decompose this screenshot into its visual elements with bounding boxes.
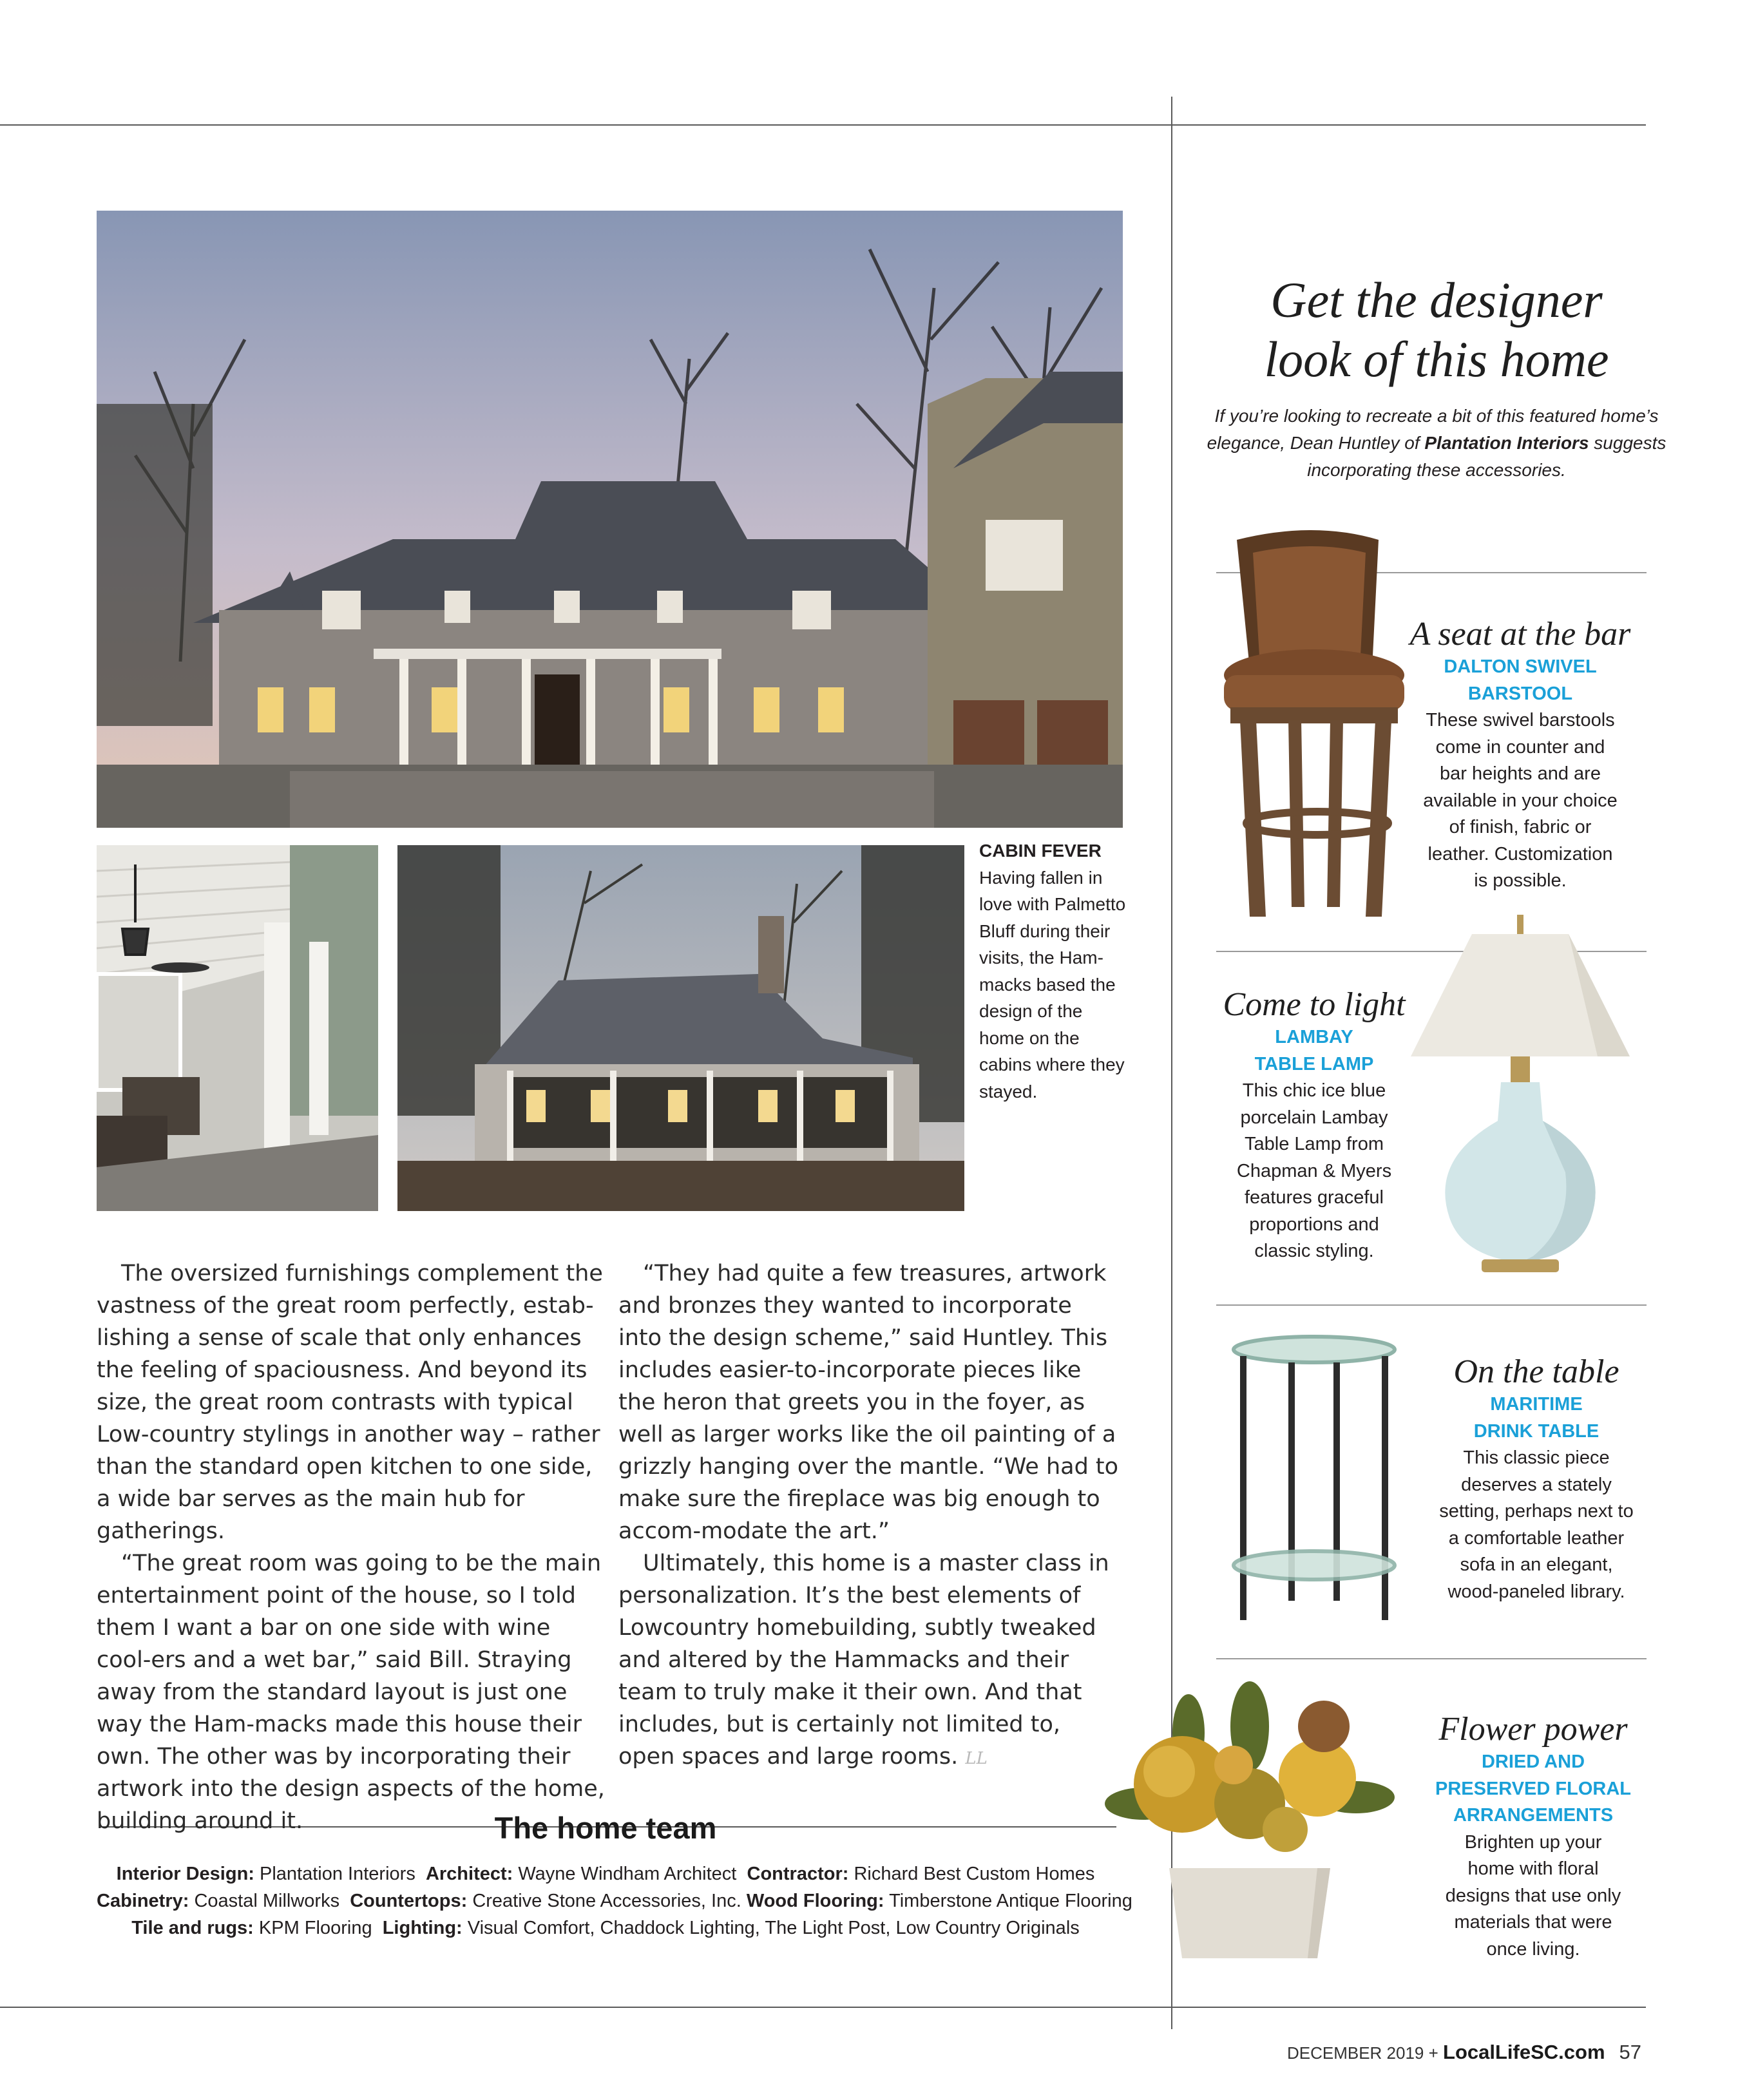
team-label: Tile and rugs: [131,1918,254,1938]
team-label: Interior Design: [116,1864,254,1884]
team-label: Countertops: [350,1891,468,1911]
drink-table-image [1221,1330,1408,1633]
team-label: Architect: [425,1864,513,1884]
team-value: KPM Flooring [258,1918,372,1938]
page-footer [1287,2041,1641,2064]
porch-photo [97,845,378,1211]
home-team-title: The home team [494,1811,717,1845]
footer-issue: DECEMBER 2019 + [1286,2043,1444,2063]
sidebar-intro [1195,403,1678,484]
signoff-mark: LL [965,1749,988,1768]
team-line-3 [97,1914,1114,1942]
product-description: This classic piece deserves a stately setting, perhaps next to a comfortable leather sofa in an elegant, wood-paneled library. [1439,1447,1634,1602]
team-value: Visual Comfort, Chaddock Lighting, The Light Post, Low Country Originals [467,1918,1080,1938]
house-front-photo [97,211,1123,828]
product-name: MARITIME DRINK TABLE [1473,1394,1600,1442]
team-value: Creative Stone Accessories, Inc. [472,1891,741,1911]
article-column-right [618,1257,1121,1775]
caption-text: Having fallen in love with Palmetto Bluff during their visits, the Ham-macks based the design of the home on the cabins where they stayed. [979,867,1126,1102]
product-name: LAMBAY TABLE LAMP [1254,1027,1374,1074]
bottom-rule [0,2007,1646,2008]
sidebar-intro-text: If you’re looking to recreate a bit of this featured home’s elegance, Dean Huntley of [1207,406,1659,453]
article-paragraph: “The great room was going to be the main entertainment point of the house, so I told them I want a bar on one side with wine cool-ers and a wet bar,” said Bill. Straying away from the standard layout is just one way the Ham-macks made this house their own. The other was by incorporating their artwork into the design aspects of the home, building around it. [97,1551,605,1834]
product-heading: On the table [1453,1353,1619,1390]
product-heading: A seat at the bar [1409,616,1631,653]
footer-site: LocalLifeSC.com [1443,2041,1605,2063]
caption-title: CABIN FEVER [979,841,1102,861]
sidebar-title-line: look of this home [1264,331,1609,387]
page-number: 57 [1619,2041,1641,2063]
product-lamp [1211,986,1417,1265]
team-value: Coastal Millworks [194,1891,340,1911]
product-description: This chic ice blue porcelain Lambay Table Lamp from Chapman & Myers features graceful proportions and classic styling. [1236,1080,1392,1261]
team-value: Wayne Windham Architect [518,1864,737,1884]
table-lamp-image [1404,915,1636,1275]
article-column-left [97,1257,606,1837]
product-name: DALTON SWIVEL BARSTOOL [1444,656,1597,704]
sidebar-title [1198,271,1675,389]
team-label: Cabinetry: [97,1891,189,1911]
floral-arrangement-image [1105,1675,1395,1965]
home-team-credits [97,1810,1132,1942]
team-value: Timberstone Antique Flooring [889,1891,1132,1911]
article-paragraph: “They had quite a few treasures, artwork and bronzes they wanted to incorporate into the design scheme,” said Huntley. This includes easier-to-incorporate pieces like the heron that greets you in the foyer, as well as larger works like the oil painting of a grizzly hanging over the mantle. “We had to make sure the fireplace was big enough to accom-modate the art.” [618,1261,1119,1544]
product-description: These swivel barstools come in counter and bar heights and are available in your choice of finish, fabric or leather. Customization is possible. [1423,710,1618,891]
house-back-photo [397,845,964,1211]
team-line-2 [97,1887,1132,1914]
team-value: Plantation Interiors [260,1864,415,1884]
product-heading: Come to light [1223,986,1406,1023]
product-drink-table [1417,1353,1656,1605]
product-floral [1408,1710,1659,1963]
sidebar-title-line: Get the designer [1270,272,1603,328]
article-paragraph-text: Ultimately, this home is a master class in personalization. It’s the best elements of Lowcountry homebuilding, subtly tweaked and altered by the Hammacks and their team to truly make it their own. And that includes, but is certainly not limited to, open spaces and large rooms. [618,1551,1109,1770]
team-label: Contractor: [747,1864,849,1884]
article-paragraph: The oversized furnishings complement the vastness of the great room perfectly, estab-lishing a sense of scale that only enhances the feeling of spaciousness. And beyond its size, the great room contrasts with typical Low-country stylings in another way – rather than the standard open kitchen to one side, a wide bar serves as the main hub for gatherings. [97,1261,603,1544]
sidebar-rule-3 [1216,1304,1647,1306]
product-description: Brighten up your home with floral designs that use only materials that were once living. [1445,1831,1621,1960]
team-line-1 [97,1860,1114,1887]
top-rule [0,124,1646,126]
sidebar-intro-text: suggests incorporating these accessories. [1307,433,1666,480]
sidebar-rule-4 [1216,1658,1647,1659]
product-heading: Flower power [1438,1711,1628,1748]
article-paragraph [618,1547,1121,1775]
product-barstool [1385,615,1656,895]
product-name: DRIED AND PRESERVED FLORAL ARRANGEMENTS [1435,1752,1631,1826]
photo-caption [979,837,1127,1105]
sidebar-intro-brand: Plantation Interiors [1424,433,1589,453]
team-label: Wood Flooring: [746,1891,884,1911]
team-label: Lighting: [382,1918,463,1938]
team-value: Richard Best Custom Homes [854,1864,1095,1884]
